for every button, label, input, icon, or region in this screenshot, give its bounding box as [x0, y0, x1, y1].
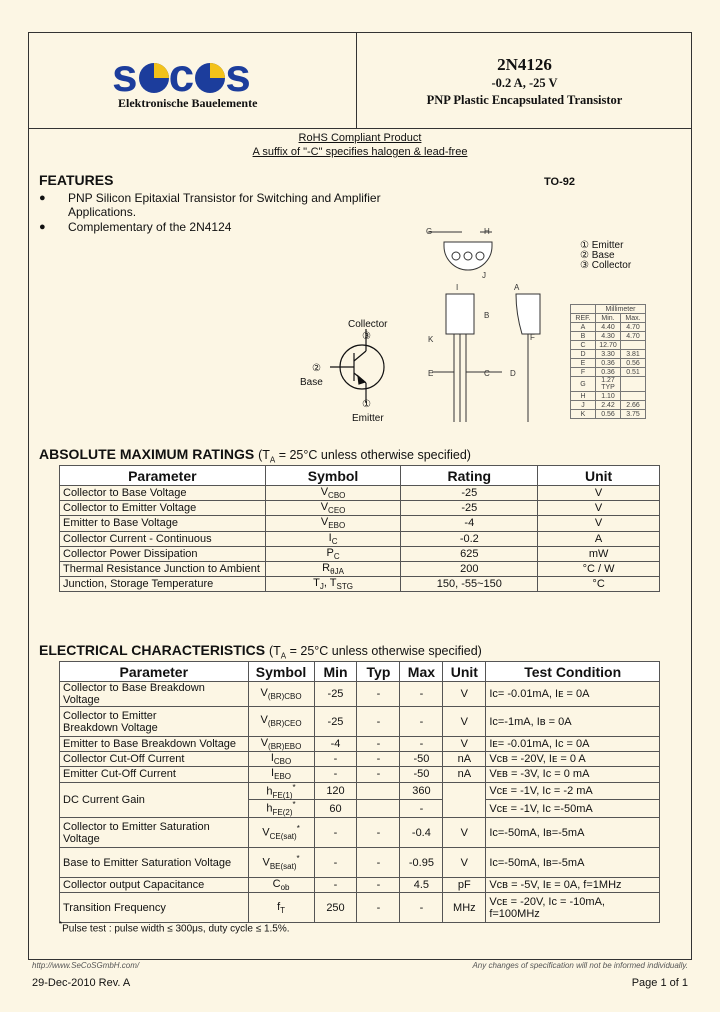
min-cell: 250	[314, 893, 357, 923]
dim-cell: 2.42	[596, 401, 621, 410]
table-row	[60, 531, 660, 546]
condition-line: Iᴄ=-50mA, Iʙ=-5mA	[489, 826, 585, 839]
table-row	[60, 682, 660, 707]
dim-cell: 0.56	[596, 410, 621, 419]
dim-cell	[621, 377, 646, 392]
rating-cell: -25	[401, 501, 538, 516]
dim-label-d: D	[510, 369, 516, 378]
unit-cell: pF	[443, 878, 486, 893]
symbol-cell: $V_{CEO}$	[265, 501, 401, 516]
dim-cell: 0.51	[621, 368, 646, 377]
param-cell: Emitter to Base Breakdown Voltage	[60, 737, 249, 752]
dim-cell: E	[571, 359, 596, 368]
dim-row	[571, 392, 646, 401]
table-row	[60, 516, 660, 531]
unit-cell: V	[443, 848, 486, 878]
dim-cell: F	[571, 368, 596, 377]
max-cell: -	[400, 707, 443, 737]
min-cell: -25	[314, 682, 357, 707]
symbol-cell: $I_{CBO}$	[248, 752, 314, 767]
features-title: FEATURES	[39, 172, 114, 188]
package-front-view	[446, 294, 474, 334]
condition-line: f=100MHz	[489, 907, 540, 920]
dim-label-i: I	[456, 283, 459, 292]
dim-label-c: C	[484, 369, 490, 378]
dimension-rows	[571, 323, 646, 419]
abs-max-title: ABSOLUTE MAXIMUM RATINGS ($T_A = 25^\circ C$ unless otherwise specified)	[39, 446, 471, 465]
feature-item: Complementary of the 2N4124	[68, 220, 232, 234]
column-header: Symbol	[248, 662, 314, 682]
bullet-icon: ●	[39, 221, 46, 233]
footer-url[interactable]: http://www.SeCoSGmbH.com/	[32, 961, 140, 970]
symbol-cell: $h_{FE(2)}^*$	[248, 800, 314, 818]
pin-2-number: ②	[312, 363, 321, 374]
logo-mark-icon	[195, 63, 225, 93]
param-cell: Junction, Storage Temperature	[60, 577, 266, 592]
column-header: Unit	[538, 466, 660, 486]
min-cell: -25	[314, 707, 357, 737]
condition-cell	[486, 707, 660, 737]
symbol-cell: $I_{EBO}$	[248, 767, 314, 782]
unit-cell: V	[443, 707, 486, 737]
param-cell: Collector Current - Continuous	[60, 531, 266, 546]
dim-cell: 0.56	[621, 359, 646, 368]
table-row	[60, 561, 660, 576]
column-header: Symbol	[265, 466, 401, 486]
dim-label-h: H	[484, 227, 490, 236]
rating-line: -0.2 A, -25 V	[491, 76, 558, 90]
max-cell: -0.4	[400, 818, 443, 848]
dim-label-b: B	[484, 311, 490, 320]
pin-3-number: ③	[362, 331, 371, 342]
condition-line: Iᴄ= -0.01mA, Iᴇ = 0A	[489, 688, 590, 700]
package-side-view	[516, 294, 540, 334]
dim-cell: 4.30	[596, 332, 621, 341]
dim-cell: 0.36	[596, 368, 621, 377]
dim-cell: C	[571, 341, 596, 350]
pin-1-number: ①	[362, 399, 371, 410]
dim-cell: 1.10	[596, 392, 621, 401]
typ-cell: -	[357, 682, 400, 707]
max-cell: -	[400, 800, 443, 818]
pin-label-base: ② Base	[580, 250, 615, 261]
typ-cell: -	[357, 752, 400, 767]
param-cell: Base to Emitter Saturation Voltage	[60, 848, 249, 878]
typ-cell: -	[357, 707, 400, 737]
dim-cell: 4.40	[596, 323, 621, 332]
unit-cell: V	[443, 818, 486, 848]
typ-cell: -	[357, 737, 400, 752]
rating-cell: -4	[401, 516, 538, 531]
symbol-cell: $h_{FE(1)}^*$	[248, 782, 314, 800]
dim-row	[571, 359, 646, 368]
max-cell: -0.95	[400, 848, 443, 878]
column-header: Parameter	[60, 662, 249, 682]
dim-row	[571, 368, 646, 377]
package-name: TO-92	[544, 176, 575, 188]
symbol-cell: $R_{\theta JA}$	[265, 561, 401, 576]
min-cell: -	[314, 767, 357, 782]
param-cell: Emitter to Base Voltage	[60, 516, 266, 531]
header-divider	[28, 128, 692, 129]
transistor-symbol	[300, 315, 400, 427]
column-header: Parameter	[60, 466, 266, 486]
dim-cell: J	[571, 401, 596, 410]
condition-cell	[486, 818, 660, 848]
condition-cell	[486, 848, 660, 878]
logo-subtitle: Elektronische Bauelemente	[118, 96, 258, 110]
condition-line: Iᴇ= -0.01mA, Iᴄ = 0A	[489, 738, 590, 751]
condition-line: Iᴄ=-1mA, Iʙ = 0A	[489, 715, 572, 728]
condition-line: Iᴄ=-50mA, Iʙ=-5mA	[489, 856, 585, 869]
unit-cell: V	[538, 501, 660, 516]
unit-cell: V	[443, 737, 486, 752]
column-header: Typ	[357, 662, 400, 682]
dim-cell: 3.75	[621, 410, 646, 419]
condition-cell	[486, 737, 660, 752]
base-label: Base	[300, 377, 323, 388]
max-cell: -	[400, 737, 443, 752]
min-cell: 60	[314, 800, 357, 818]
dim-label-g: G	[426, 227, 433, 236]
dim-row	[571, 350, 646, 359]
dim-cell: 12.70	[596, 341, 621, 350]
dim-cell: 1.27 TYP	[596, 377, 621, 392]
symbol-cell: $V_{BE(sat)}^*$	[248, 848, 314, 878]
rating-cell: 625	[401, 546, 538, 561]
dim-cell: B	[571, 332, 596, 341]
condition-line: Vᴄʙ = -5V, Iᴇ = 0A, f=1MHz	[489, 879, 622, 892]
unit-cell: A	[538, 531, 660, 546]
typ-cell: -	[357, 878, 400, 893]
dim-label-e: E	[428, 369, 434, 378]
emitter-label: Emitter	[352, 413, 384, 424]
symbol-cell: $V_{CBO}$	[265, 486, 401, 501]
dim-cell: 3.81	[621, 350, 646, 359]
revision-date: 29-Dec-2010 Rev. A	[32, 977, 131, 989]
min-cell: -4	[314, 737, 357, 752]
column-header: Max	[400, 662, 443, 682]
dimension-table	[570, 304, 646, 419]
symbol-cell: $V_{(BR)CBO}$	[248, 682, 314, 707]
param-cell: Collector Cut-Off Current	[60, 752, 249, 767]
dim-cell: 4.70	[621, 332, 646, 341]
min-cell: -	[314, 848, 357, 878]
table-row	[60, 893, 660, 923]
dim-label-f: F	[530, 333, 535, 342]
param-cell: DC Current Gain	[60, 782, 249, 818]
footnote: *Pulse test : pulse width ≤ 300μs, duty cycle ≤ 1.5%.	[59, 920, 290, 935]
unit-cell: V	[443, 682, 486, 707]
condition-cell	[486, 767, 660, 782]
rating-cell: 200	[401, 561, 538, 576]
min-cell: -	[314, 878, 357, 893]
condition-line: Vᴄᴇ = -20V, Iᴄ = -10mA,	[489, 895, 605, 908]
rohs-notice: RoHS Compliant Product	[298, 132, 422, 144]
symbol-cell: $V_{CE(sat)}^*$	[248, 818, 314, 848]
dim-cell	[621, 392, 646, 401]
pin-label-emitter: ① Emitter	[580, 240, 624, 251]
symbol-cell: $V_{(BR)CEO}$	[248, 707, 314, 737]
dim-cell: G	[571, 377, 596, 392]
page-number: Page 1 of 1	[631, 977, 688, 989]
unit-cell: V	[538, 516, 660, 531]
symbol-cell: $V_{EBO}$	[265, 516, 401, 531]
dim-row	[571, 341, 646, 350]
param-line: Breakdown Voltage	[63, 721, 158, 734]
condition-cell	[486, 782, 660, 800]
symbol-cell: $f_T$	[248, 893, 314, 923]
dim-cell: K	[571, 410, 596, 419]
dim-cell: H	[571, 392, 596, 401]
collector-label: Collector	[348, 319, 388, 330]
unit-cell: MHz	[443, 893, 486, 923]
condition-cell	[486, 800, 660, 818]
param-cell: Emitter Cut-Off Current	[60, 767, 249, 782]
halogen-notice: A suffix of "-C" specifies halogen & lead-free	[252, 146, 468, 158]
table-row	[60, 782, 660, 800]
feature-item: Applications.	[68, 205, 137, 219]
param-cell: Collector to Base Voltage	[60, 486, 266, 501]
unit-cell: °C	[538, 577, 660, 592]
dim-header-unit: Millimeter	[596, 305, 646, 314]
table-row	[60, 737, 660, 752]
condition-line: Vᴄᴇ = -1V, Iᴄ = -2 mA	[489, 784, 593, 797]
param-cell: Thermal Resistance Junction to Ambient	[60, 561, 266, 576]
max-cell: -50	[400, 767, 443, 782]
dim-cell: 4.70	[621, 323, 646, 332]
unit-cell: nA	[443, 767, 486, 782]
unit-cell: °C / W	[538, 561, 660, 576]
pin-label-collector: ③ Collector	[580, 260, 632, 271]
dim-row	[571, 401, 646, 410]
typ-cell: -	[357, 818, 400, 848]
dim-row	[571, 410, 646, 419]
param-cell	[60, 707, 249, 737]
dim-cell: A	[571, 323, 596, 332]
dim-row	[571, 323, 646, 332]
dim-header: REF.	[571, 314, 596, 323]
condition-cell	[486, 752, 660, 767]
symbol-cell: $T_J$, $T_{STG}$	[265, 577, 401, 592]
dim-row	[571, 377, 646, 392]
dim-cell: 0.36	[596, 359, 621, 368]
logo: s c s	[112, 49, 252, 101]
max-cell: 4.5	[400, 878, 443, 893]
param-cell: Collector Power Dissipation	[60, 546, 266, 561]
max-cell: 360	[400, 782, 443, 800]
unit-cell: V	[538, 486, 660, 501]
typ-cell	[357, 782, 400, 800]
abs-max-table	[59, 465, 660, 592]
table-row	[60, 818, 660, 848]
symbol-cell: $I_C$	[265, 531, 401, 546]
min-cell: 120	[314, 782, 357, 800]
param-cell: Collector to Base Breakdown Voltage	[60, 682, 249, 707]
table-row	[60, 848, 660, 878]
column-header: Unit	[443, 662, 486, 682]
max-cell: -50	[400, 752, 443, 767]
unit-cell: nA	[443, 752, 486, 767]
column-header: Rating	[401, 466, 538, 486]
dim-label-a: A	[514, 283, 520, 292]
symbol-cell: $C_{ob}$	[248, 878, 314, 893]
condition-cell	[486, 878, 660, 893]
max-cell: -	[400, 682, 443, 707]
symbol-cell: $P_C$	[265, 546, 401, 561]
condition-cell	[486, 682, 660, 707]
part-number: 2N4126	[497, 55, 552, 74]
table-row	[60, 577, 660, 592]
dim-label-k: K	[428, 335, 434, 344]
condition-cell	[486, 893, 660, 923]
dim-header-ref	[571, 305, 596, 314]
table-row	[60, 767, 660, 782]
typ-cell: -	[357, 767, 400, 782]
table-row	[60, 878, 660, 893]
max-cell: -	[400, 893, 443, 923]
min-cell: -	[314, 752, 357, 767]
unit-cell: mW	[538, 546, 660, 561]
emitter-arrow-icon	[358, 376, 365, 384]
elec-title: ELECTRICAL CHARACTERISTICS ($T_A = 25^\circ C$ unless otherwise specified)	[39, 642, 482, 661]
rating-cell: -25	[401, 486, 538, 501]
table-row	[60, 707, 660, 737]
dim-cell: D	[571, 350, 596, 359]
logo-mark-icon	[139, 63, 169, 93]
typ-cell: -	[357, 848, 400, 878]
dim-cell: 2.66	[621, 401, 646, 410]
rating-cell: 150, -55~150	[401, 577, 538, 592]
dim-header: Min.	[596, 314, 621, 323]
condition-line: Vᴄᴇ = -1V, Iᴄ =-50mA	[489, 802, 593, 815]
dim-header: Max.	[621, 314, 646, 323]
part-description: PNP Plastic Encapsulated Transistor	[426, 93, 623, 107]
unit-cell	[443, 782, 486, 818]
bullet-icon: ●	[39, 192, 46, 204]
param-cell: Transition Frequency	[60, 893, 249, 923]
column-header: Min	[314, 662, 357, 682]
param-cell: Collector to Emitter Voltage	[60, 501, 266, 516]
condition-line: Vᴇʙ = -3V, Iᴄ = 0 mA	[489, 768, 590, 781]
typ-cell	[357, 800, 400, 818]
table-row	[60, 501, 660, 516]
dim-cell: 3.30	[596, 350, 621, 359]
dim-row	[571, 332, 646, 341]
feature-item: PNP Silicon Epitaxial Transistor for Switching and Amplifier	[68, 191, 381, 205]
rating-cell: -0.2	[401, 531, 538, 546]
param-cell: Collector to Emitter Saturation Voltage	[60, 818, 249, 848]
package-drawing	[412, 222, 572, 432]
param-line: Collector to Emitter	[63, 709, 157, 722]
symbol-cell: $V_{(BR)EBO}$	[248, 737, 314, 752]
min-cell: -	[314, 818, 357, 848]
elec-table	[59, 661, 660, 923]
param-cell: Collector output Capacitance	[60, 878, 249, 893]
table-row	[60, 546, 660, 561]
footer-disclaimer: Any changes of specification will not be informed individually.	[472, 961, 688, 970]
dim-label-j: J	[482, 271, 486, 280]
package-top-view	[444, 242, 492, 270]
condition-line: Vᴄʙ = -20V, Iᴇ = 0 A	[489, 753, 586, 766]
table-row	[60, 752, 660, 767]
typ-cell: -	[357, 893, 400, 923]
table-row	[60, 486, 660, 501]
column-header: Test Condition	[486, 662, 660, 682]
dim-cell	[621, 341, 646, 350]
